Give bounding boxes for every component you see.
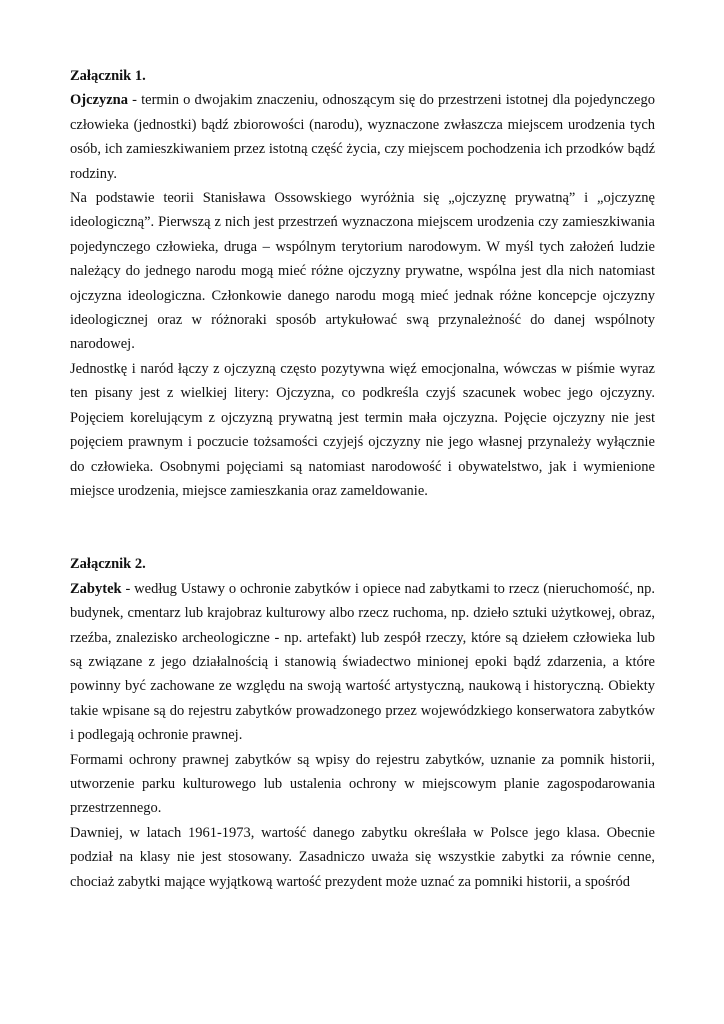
section-spacer	[70, 503, 655, 552]
section1-paragraph-2: Na podstawie teorii Stanisława Ossowskiego wyróżnia się „ojczyznę prywatną” i „ojczyznę ideologiczną”. Pierwszą z nich jest przestrzeń wyznaczona miejscem urodzenia czy zamieszkiwania pojedynczego człowieka, druga – wspólnym terytorium narodowym. W myśl tych założeń ludzie należący do jednego narodu mogą mieć różne ojczyzny prywatne, wspólna jest dla nich natomiast ojczyzna ideologiczna. Członkowie danego narodu mogą mieć jednak różne koncepcje ojczyzny ideologicznej oraz w różnoraki sposób artykułować swą przynależność do danej wspólnoty narodowej.	[70, 190, 655, 353]
section1-heading: Załącznik 1.	[70, 68, 146, 84]
section1-definition	[70, 88, 655, 186]
section2-paragraph-3: Dawniej, w latach 1961-1973, wartość danego zabytku określała w Polsce jego klasa. Obecnie podział na klasy nie jest stosowany. Zasadniczo uważa się wszystkie zabytki za równie cenne, chociaż zabytki mające wyjątkową wartość prezydent może uznać za pomniki historii, a spośród	[70, 824, 655, 890]
section2-definition	[70, 577, 655, 748]
section2-term: Zabytek	[70, 580, 122, 597]
section2-paragraph-2: Formami ochrony prawnej zabytków są wpisy do rejestru zabytków, uznanie za pomnik historii, utworzenie parku kulturowego lub ustalenia ochrony w miejscowym planie zagospodarowania przestrzennego.	[70, 751, 655, 817]
section1-paragraph-3: Jednostkę i naród łączy z ojczyzną często pozytywna więź emocjonalna, wówczas w piśmie wyraz ten pisany jest z wielkiej litery: Ojczyzna, co podkreśla czyjś szacunek wobec jego ojczyzny. Pojęciem korelującym z ojczyzną prywatną jest termin mała ojczyzna. Pojęcie ojczyzny nie jest pojęciem prawnym i poczucie tożsamości czyjejś ojczyzny nie jego własnej przynależy wyłącznie do człowieka. Osobnymi pojęciami są natomiast narodowość i obywatelstwo, jak i wymienione miejsce urodzenia, miejsce zamieszkania oraz zameldowanie.	[70, 360, 655, 499]
section1-term: Ojczyzna	[70, 92, 128, 109]
section2-definition-text: - według Ustawy o ochronie zabytków i opiece nad zabytkami to rzecz (nieruchomość, np. budynek, cmentarz lub krajobraz kulturowy albo rzecz ruchoma, np. dzieło sztuki użytkowej, obraz, rzeźba, znalezisko archeologiczne - np. artefakt) lub zespół rzeczy, które są dziełem człowieka lub są związane z jego działalnością i stanowią świadectwo minionej epoki bądź zdarzenia, a które powinny być zachowane ze względu na swoją wartość artystyczną, naukową i historyczną. Obiekty takie wpisane są do rejestru zabytków prowadzonego przez wojewódzkiego konserwatora zabytków i podlegają ochronie prawnej.	[70, 580, 655, 744]
section2-heading: Załącznik 2.	[70, 556, 146, 573]
section1-definition-text: - termin o dwojakim znaczeniu, odnoszącym się do przestrzeni istotnej dla pojedynczego człowieka (jednostki) bądź zbiorowości (narodu), wyznaczone zwłaszcza miejscem urodzenia tych osób, ich zamieszkiwaniem przez istotną część życia, czy miejscem pochodzenia ich przodków bądź rodziny.	[70, 92, 655, 182]
document-page	[70, 64, 655, 894]
